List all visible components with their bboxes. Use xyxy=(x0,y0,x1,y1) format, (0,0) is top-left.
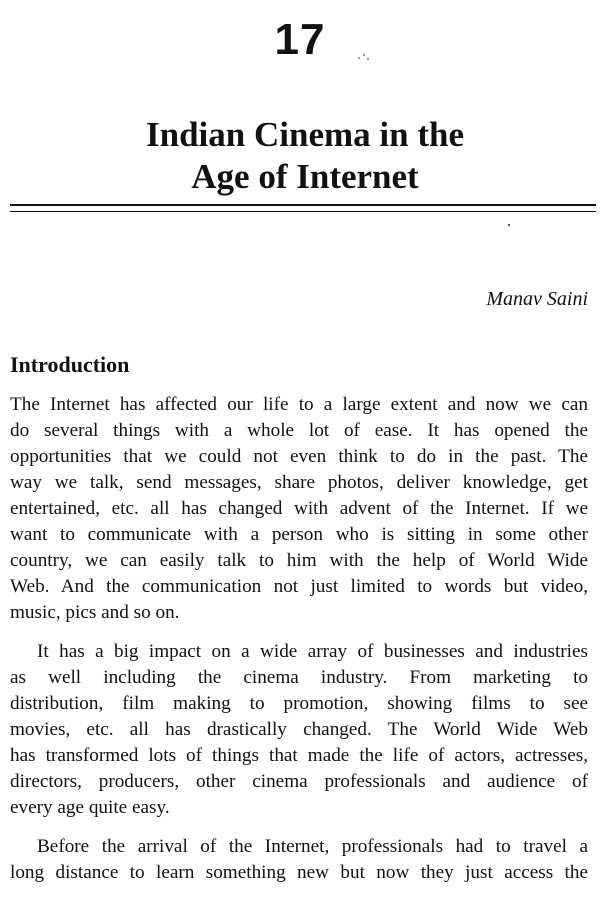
text-line: do several things with a whole lot of ease. It has opened the xyxy=(10,420,588,441)
chapter-title-line-1: Indian Cinema in the xyxy=(146,115,464,154)
chapter-number: 17 xyxy=(274,15,326,64)
author-name: Manav Saini xyxy=(486,288,588,310)
text-line: every age quite easy. xyxy=(10,797,170,818)
chapter-title xyxy=(0,114,600,198)
chapter-title-line-2: Age of Internet xyxy=(191,157,419,196)
text-line: way we talk, send messages, share photos, deliver knowledge, get xyxy=(10,472,588,493)
paragraph-2 xyxy=(10,639,588,821)
print-speck xyxy=(358,54,372,62)
text-line: It has a big impact on a wide array of businesses and industries xyxy=(37,641,588,662)
text-line: want to communicate with a person who is sitting in some other xyxy=(10,524,588,545)
text-line: Before the arrival of the Internet, professionals had to travel a xyxy=(37,836,588,857)
text-line: Web. And the communication not just limited to words but video, xyxy=(10,576,588,597)
text-line: directors, producers, other cinema professionals and audience of xyxy=(10,771,588,792)
text-line: The Internet has affected our life to a large extent and now we can xyxy=(10,394,588,415)
paragraph-3 xyxy=(10,834,588,886)
text-line: has transformed lots of things that made the life of actors, actresses, xyxy=(10,745,588,766)
text-line: distribution, film making to promotion, showing films to see xyxy=(10,693,588,714)
text-line: music, pics and so on. xyxy=(10,602,180,623)
print-dot xyxy=(508,224,510,226)
section-heading: Introduction xyxy=(10,352,130,377)
title-rule-thick xyxy=(10,204,596,206)
text-line: country, we can easily talk to him with the help of World Wide xyxy=(10,550,588,571)
text-line: entertained, etc. all has changed with advent of the Internet. If we xyxy=(10,498,588,519)
text-line: movies, etc. all has drastically changed. The World Wide Web xyxy=(10,719,588,740)
text-line: long distance to learn something new but now they just access the xyxy=(10,862,588,883)
text-line: as well including the cinema industry. From marketing to xyxy=(10,667,588,688)
title-rule-thin xyxy=(10,211,596,212)
paragraph-1 xyxy=(10,392,588,626)
text-line: opportunities that we could not even think to do in the past. The xyxy=(10,446,588,467)
